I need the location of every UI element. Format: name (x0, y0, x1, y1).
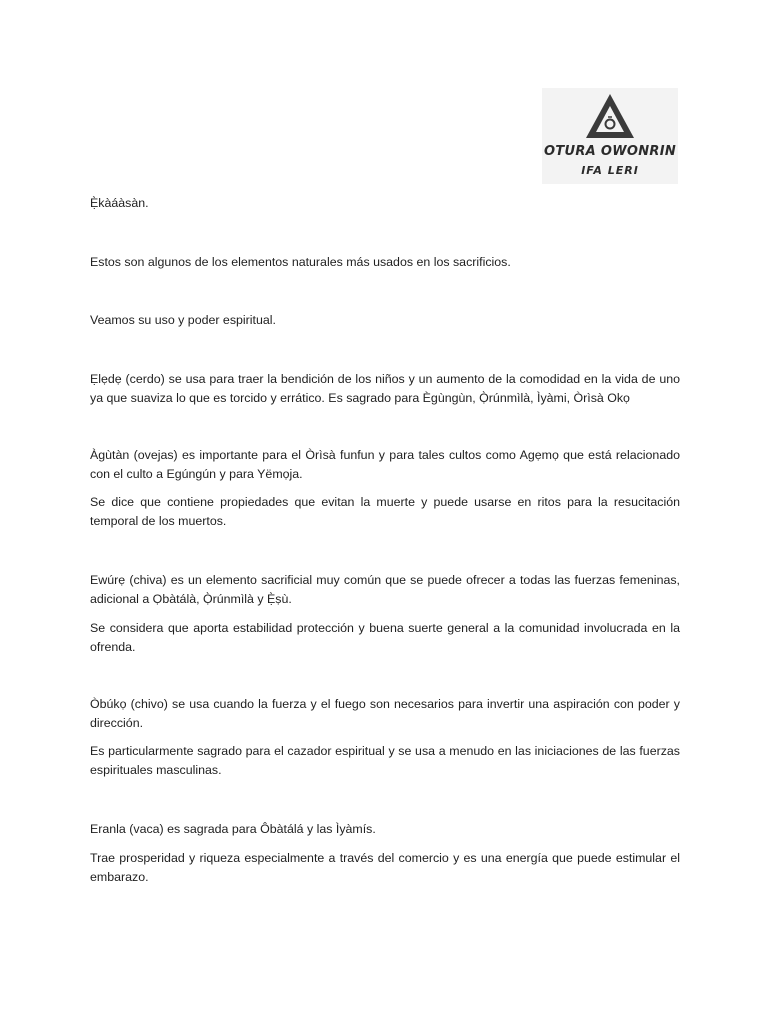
triangle-o-logo-icon (584, 92, 636, 140)
logo-subtitle: IFA LERI (581, 164, 639, 177)
paragraph-eranla-detail: Trae prosperidad y riqueza especialmente a través del comercio y es una energía que puede estimular el embarazo. (90, 851, 680, 884)
paragraph-subintro: Veamos su uso y poder espiritual. (90, 313, 276, 327)
paragraph-greeting: Ẹ̀kàáàsàn. (90, 196, 149, 210)
otura-owonrin-logo (542, 88, 678, 184)
paragraph-obuko-detail: Es particularmente sagrado para el cazador espiritual y se usa a menudo en las iniciaciones de las fuerzas espirituales masculinas. (90, 744, 680, 777)
logo-name: OTURA OWONRIN (543, 144, 677, 159)
paragraph-agutan-detail: Se dice que contiene propiedades que evitan la muerte y puede usarse en ritos para la resucitación temporal de los muertos. (90, 495, 680, 528)
paragraph-eranla: Eranla (vaca) es sagrada para Ôbàtálá y las Ìyàmís. (90, 822, 376, 836)
paragraph-agutan: Àgùtàn (ovejas) es importante para el Òrìsà funfun y para tales cultos como Agẹmọ que está relacionado con el culto a Egúngún y para Yëmọja. (90, 448, 680, 481)
paragraph-intro: Estos son algunos de los elementos naturales más usados en los sacrificios. (90, 255, 511, 269)
paragraph-ewure-detail: Se considera que aporta estabilidad protección y buena suerte general a la comunidad involucrada en la ofrenda. (90, 621, 680, 654)
paragraph-elede: Ẹlẹdẹ (cerdo) se usa para traer la bendición de los niños y un aumento de la comodidad en la vida de uno ya que suaviza lo que es torcido y errático. Es sagrado para Ègùngùn, Ọ̀rúnmìlà, Ìyàmi, Òrìsà Okọ (90, 372, 680, 405)
paragraph-ewure: Ewúrẹ (chiva) es un elemento sacrificial muy común que se puede ofrecer a todas las fuerzas femeninas, adicional a Ọbàtálà, Ọ̀rúnmìlà y Ẹ̀ṣù. (90, 573, 680, 606)
paragraph-obuko: Òbúkọ (chivo) se usa cuando la fuerza y el fuego son necesarios para invertir una aspiración con poder y dirección. (90, 697, 680, 730)
